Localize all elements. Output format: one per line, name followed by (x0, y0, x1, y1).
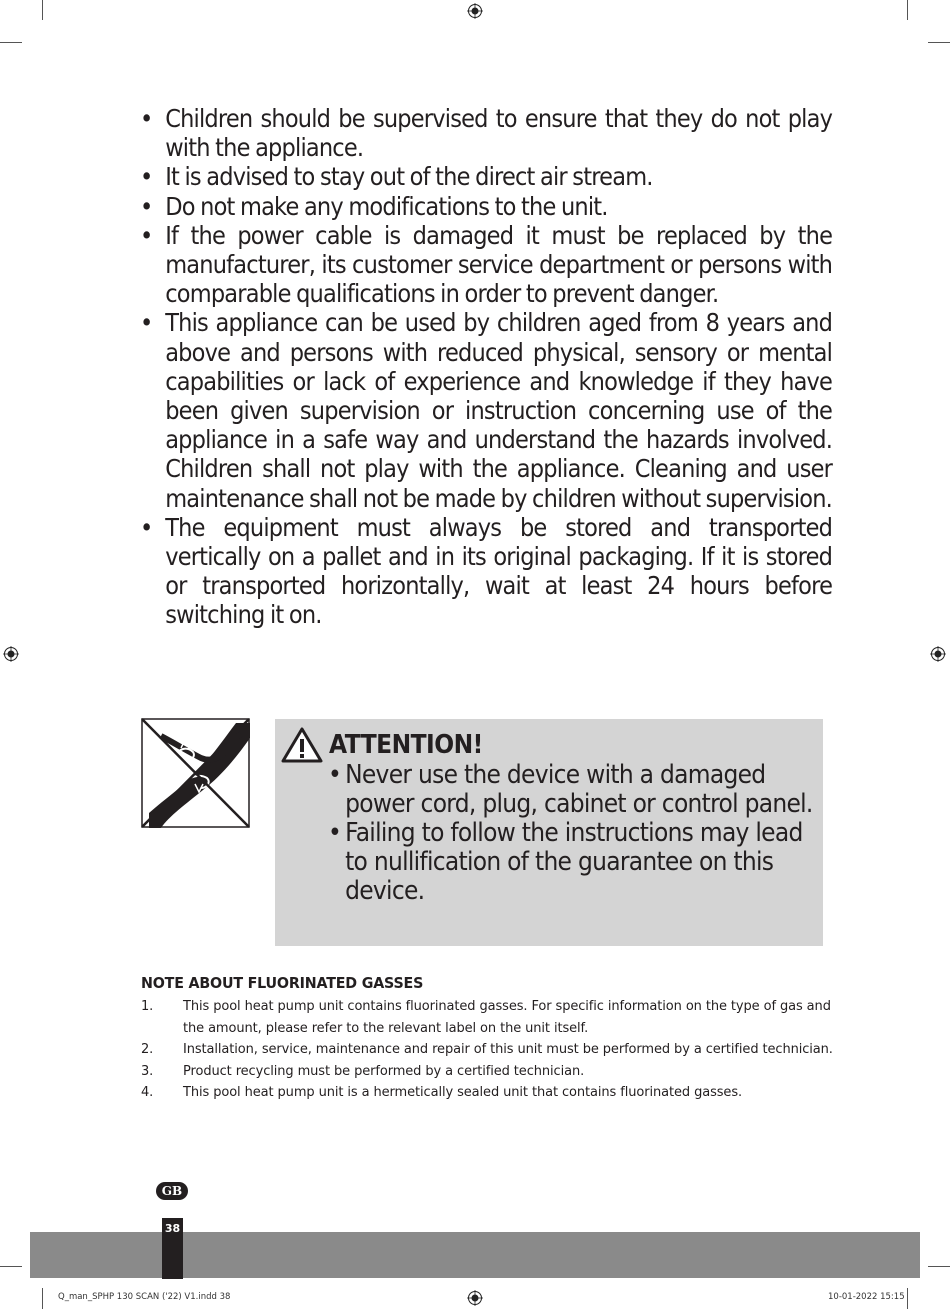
attention-box (275, 719, 823, 946)
list-item: • Failing to follow the instructions may lead to nullification of the guarantee on this device. (328, 819, 814, 906)
crop-mark (907, 0, 908, 20)
print-timestamp: 10-01-2022 15:15 (828, 1292, 905, 1302)
note-title: NOTE ABOUT FLUORINATED GASSES (141, 974, 424, 992)
attention-title: ATTENTION! (329, 730, 483, 760)
crop-mark (928, 42, 950, 43)
language-badge: GB (156, 1182, 188, 1200)
registration-mark-icon (930, 646, 946, 662)
warning-triangle-icon (281, 727, 323, 763)
crop-mark (0, 42, 22, 43)
list-item: • If the power cable is damaged it must be replaced by the manufacturer, its customer service department or persons with comparable qualifications in order to prevent danger. (140, 221, 832, 309)
item-text: This pool heat pump unit is a hermetically sealed unit that contains fluorinated gasses. (183, 1085, 743, 1101)
registration-mark-icon (467, 1290, 483, 1306)
item-number: 4. (141, 1085, 154, 1101)
item-text: Installation, service, maintenance and repair of this unit must be performed by a certified technician. (183, 1042, 833, 1058)
list-item: • Children should be supervised to ensure that they do not play with the appliance. (140, 104, 832, 162)
note-list (141, 996, 841, 1104)
crop-mark (42, 1288, 43, 1309)
item-text: This pool heat pump unit contains fluorinated gasses. For specific information on the type of gas and the amount, please refer to the relevant label on the unit itself. (183, 999, 831, 1036)
attention-list (328, 761, 868, 906)
file-slug: Q_man_SPHP 130 SCAN ('22) V1.indd 38 (58, 1292, 231, 1302)
safety-instructions-list (140, 104, 832, 630)
list-item (141, 1061, 841, 1083)
registration-mark-icon (3, 646, 19, 662)
list-item: • Never use the device with a damaged power cord, plug, cabinet or control panel. (328, 761, 814, 819)
page-number: 38 (162, 1218, 183, 1279)
list-item (141, 1082, 841, 1104)
item-number: 3. (141, 1063, 154, 1079)
list-item (141, 996, 841, 1039)
crop-mark (907, 1288, 908, 1309)
list-item: • The equipment must always be stored and transported vertically on a pallet and in its original packaging. If it is stored or transported horizontally, wait at least 24 hours before switching it on. (140, 513, 832, 630)
crop-mark (928, 1266, 950, 1267)
list-item (141, 1039, 841, 1061)
crop-mark (42, 0, 43, 20)
damaged-cable-forbidden-icon (141, 718, 250, 828)
list-item: • Do not make any modifications to the unit. (140, 192, 832, 221)
list-item: • This appliance can be used by children aged from 8 years and above and persons with reduced physical, sensory or mental capabilities or lack of experience and knowledge if they have been given supervision or instruction concerning use of the appliance in a safe way and understand the hazards involved. Children shall not play with the appliance. Cleaning and user maintenance shall not be made by children without supervision. (140, 308, 832, 512)
item-text: Product recycling must be performed by a certified technician. (183, 1063, 585, 1079)
registration-mark-icon (467, 3, 483, 19)
item-number: 2. (141, 1042, 154, 1058)
item-number: 1. (141, 999, 154, 1014)
crop-mark (0, 1266, 22, 1267)
list-item: • It is advised to stay out of the direct air stream. (140, 162, 832, 191)
